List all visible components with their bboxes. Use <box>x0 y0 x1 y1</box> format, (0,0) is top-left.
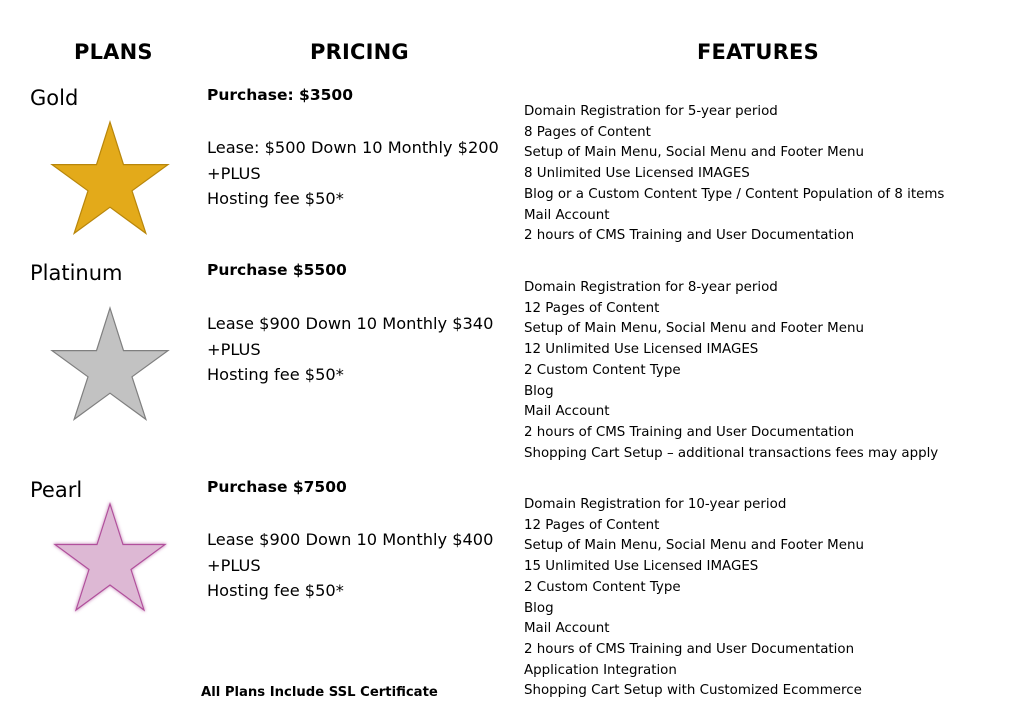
feature-item: Mail Account <box>524 207 610 223</box>
lease-pricing <box>207 135 499 212</box>
feature-item: Blog or a Custom Content Type / Content Population of 8 items <box>524 186 945 202</box>
feature-item: 15 Unlimited Use Licensed IMAGES <box>524 559 759 575</box>
feature-item: Domain Registration for 10-year period <box>524 497 787 512</box>
pricing-header: PRICING <box>310 40 409 64</box>
feature-item: 2 hours of CMS Training and User Documentation <box>524 228 855 244</box>
features-list <box>524 495 864 702</box>
feature-item: 8 Pages of Content <box>524 124 651 140</box>
feature-item: Blog <box>524 383 554 399</box>
feature-item: 12 Pages of Content <box>524 300 660 316</box>
feature-item: 2 Custom Content Type <box>524 362 681 378</box>
star-icon <box>50 498 170 618</box>
feature-item: Shopping Cart Setup – additional transactions fees may apply <box>524 445 939 461</box>
ssl-note: All Plans Include SSL Certificate <box>201 685 438 700</box>
feature-item: 2 hours of CMS Training and User Documentation <box>524 641 855 657</box>
lease-pricing <box>207 311 493 388</box>
lease-pricing <box>207 527 493 604</box>
lease-terms: Lease $900 Down 10 Monthly $340 <box>207 314 494 333</box>
lease-terms: Lease $900 Down 10 Monthly $400 <box>207 530 494 549</box>
star-icon <box>50 306 170 426</box>
plus-label: +PLUS <box>207 163 261 183</box>
feature-item: Application Integration <box>524 662 677 678</box>
feature-item: 12 Unlimited Use Licensed IMAGES <box>524 342 759 358</box>
feature-item: Mail Account <box>524 404 610 420</box>
feature-item: Setup of Main Menu, Social Menu and Footer Menu <box>524 145 864 161</box>
feature-item: Shopping Cart Setup with Customized Ecommerce <box>524 683 862 699</box>
hosting-fee: Hosting fee $50* <box>207 581 344 600</box>
feature-item: Setup of Main Menu, Social Menu and Footer Menu <box>524 321 864 337</box>
feature-item: Mail Account <box>524 621 610 637</box>
purchase-price: Purchase $5500 <box>207 261 347 279</box>
star-icon <box>50 120 170 240</box>
plan-name: Gold <box>30 86 79 110</box>
feature-item: Blog <box>524 600 554 616</box>
features-list <box>524 102 944 247</box>
lease-terms: Lease: $500 Down 10 Monthly $200 <box>207 138 499 157</box>
feature-item: 12 Pages of Content <box>524 517 660 533</box>
purchase-price: Purchase: $3500 <box>207 86 353 104</box>
platinum-star-shape <box>52 308 168 419</box>
hosting-fee: Hosting fee $50* <box>207 189 344 208</box>
feature-item: 2 hours of CMS Training and User Documentation <box>524 424 855 440</box>
plan-name: Pearl <box>30 478 83 502</box>
plus-label: +PLUS <box>207 339 261 359</box>
feature-item: 8 Unlimited Use Licensed IMAGES <box>524 166 750 182</box>
plans-header: PLANS <box>74 40 153 64</box>
feature-item: 2 Custom Content Type <box>524 579 681 595</box>
features-header: FEATURES <box>697 40 819 64</box>
feature-item: Domain Registration for 5-year period <box>524 104 778 119</box>
plus-label: +PLUS <box>207 555 261 575</box>
pearl-star-shape <box>55 504 165 610</box>
hosting-fee: Hosting fee $50* <box>207 365 344 384</box>
feature-item: Domain Registration for 8-year period <box>524 280 778 295</box>
purchase-price: Purchase $7500 <box>207 478 347 496</box>
gold-star-shape <box>52 122 168 233</box>
feature-item: Setup of Main Menu, Social Menu and Footer Menu <box>524 538 864 554</box>
features-list <box>524 278 938 464</box>
plan-name: Platinum <box>30 261 123 285</box>
